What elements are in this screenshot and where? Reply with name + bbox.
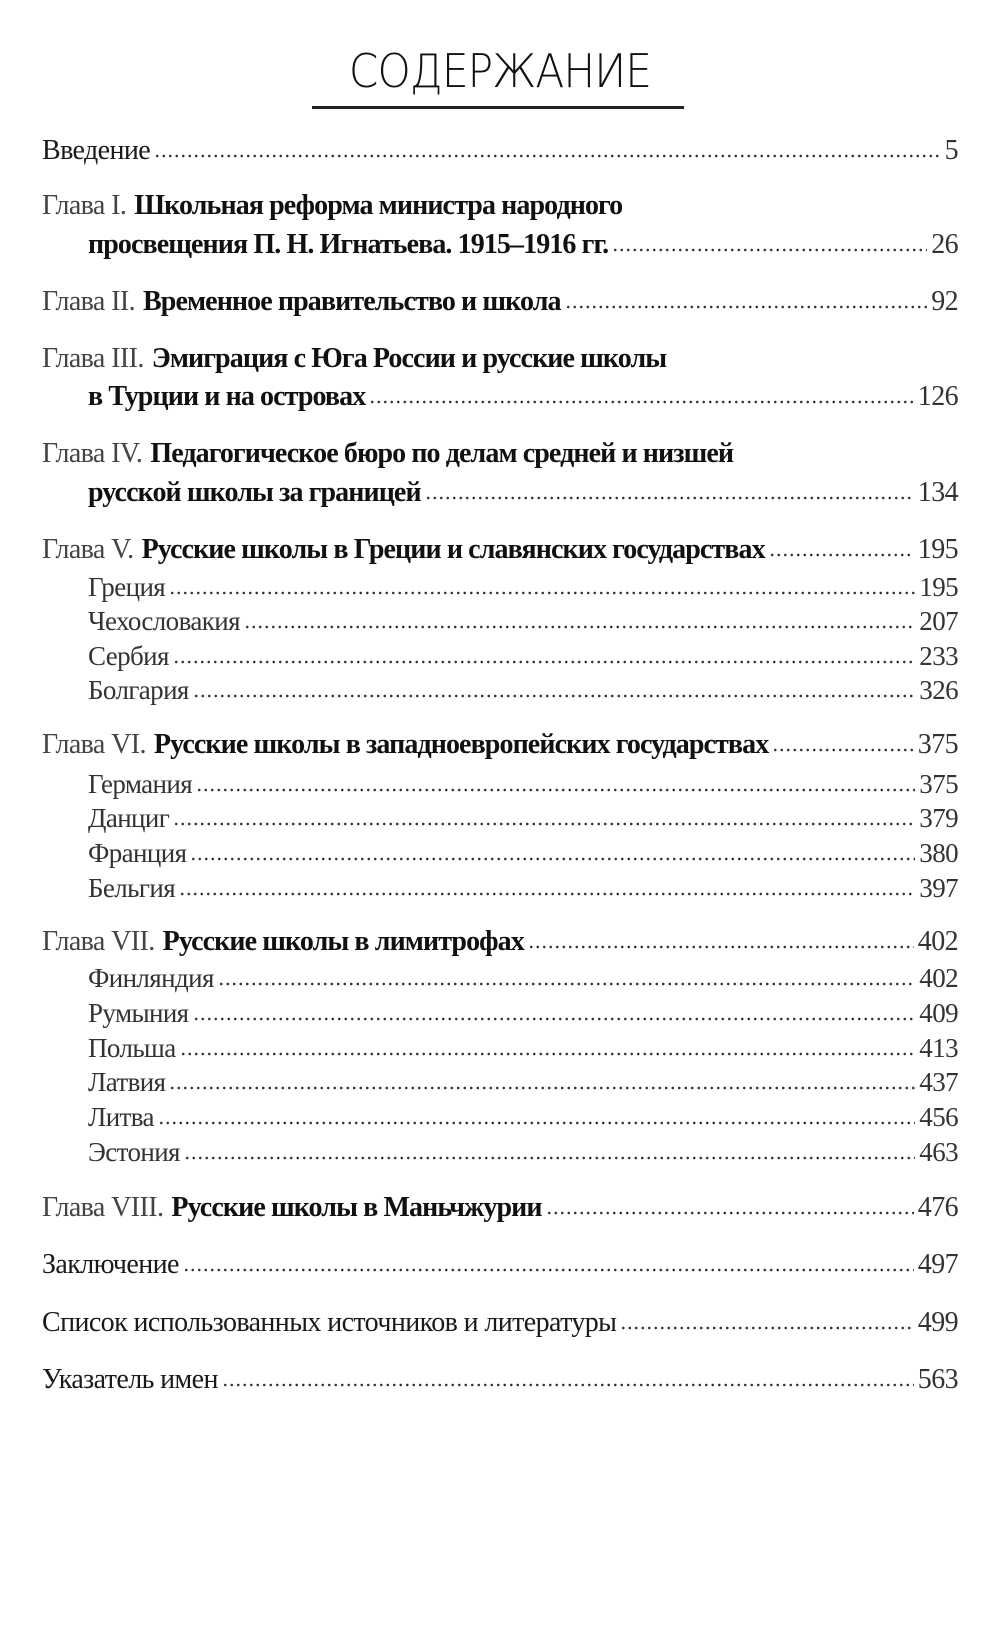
dot-leader [425, 495, 914, 501]
dot-leader [183, 1267, 914, 1273]
page-number: 402 [919, 963, 958, 993]
toc-entry [42, 1248, 958, 1282]
toc-subentry [88, 570, 958, 604]
toc-subentry [88, 1135, 958, 1169]
toc-entry [42, 285, 958, 319]
dot-leader [196, 787, 915, 793]
entry-title: Временное правительство и школа [143, 286, 561, 317]
entry-title: русской школы за границей [88, 477, 421, 508]
entry-title: Болгария [88, 675, 189, 705]
dot-leader [180, 1051, 916, 1057]
page-number: 437 [919, 1067, 958, 1097]
dot-leader [369, 399, 913, 405]
page-number: 375 [919, 769, 958, 799]
dot-leader [612, 247, 927, 253]
page-number: 134 [917, 477, 958, 508]
entry-title: Литва [88, 1102, 154, 1132]
page-number: 375 [917, 729, 958, 760]
toc-entry-continuation [88, 380, 958, 414]
toc-subentry [88, 604, 958, 638]
page-number: 463 [919, 1137, 958, 1167]
dot-leader [528, 944, 914, 950]
entry-title: Германия [88, 769, 193, 799]
toc-entry [42, 1191, 958, 1225]
page-title: СОДЕРЖАНИЕ [348, 44, 652, 98]
toc-entry [42, 1306, 958, 1340]
entry-title: Бельгия [88, 873, 176, 903]
toc-entry-continuation [88, 476, 958, 510]
dot-leader [546, 1210, 914, 1216]
entry-title: Чехословакия [88, 606, 240, 636]
dot-leader [173, 659, 915, 665]
page-number: 126 [917, 381, 958, 412]
entry-title: Данциг [88, 803, 170, 833]
page-number: 379 [919, 803, 958, 833]
dot-leader [190, 856, 915, 862]
toc-subentry [88, 1031, 958, 1065]
entry-title: Франция [88, 838, 187, 868]
chapter-number: Глава II. [42, 286, 136, 317]
toc-subentry [88, 996, 958, 1030]
chapter-number: Глава V. [42, 534, 134, 565]
toc-subentry [88, 801, 958, 835]
entry-title: Польша [88, 1033, 176, 1063]
toc-subentry [88, 673, 958, 707]
page-number: 476 [917, 1192, 958, 1223]
page-number: 26 [931, 229, 958, 260]
dot-leader [193, 1016, 916, 1022]
entry-title: Школьная реформа министра народного [134, 190, 623, 221]
page-number: 380 [919, 838, 958, 868]
title-underline [312, 106, 684, 109]
chapter-number: Глава III. [42, 343, 144, 374]
entry-title: Румыния [88, 998, 189, 1028]
toc-entry [42, 925, 958, 959]
entry-title: Заключение [42, 1249, 179, 1280]
chapter-number: Глава VII. [42, 926, 155, 957]
entry-title: Педагогическое бюро по делам средней и низшей [150, 438, 734, 469]
entry-title: Русские школы в Маньчжурии [171, 1192, 542, 1223]
toc-subentry [88, 836, 958, 870]
dot-leader [193, 693, 916, 699]
toc-subentry [88, 871, 958, 905]
dot-leader [169, 1085, 915, 1091]
toc-subentry [88, 1065, 958, 1099]
toc-entry [42, 1363, 958, 1397]
dot-leader [173, 821, 915, 827]
page-number: 207 [919, 606, 958, 636]
entry-title: Финляндия [88, 963, 214, 993]
page-number: 499 [917, 1307, 958, 1338]
page-number: 233 [919, 641, 958, 671]
dot-leader [222, 1382, 914, 1388]
dot-leader [772, 747, 913, 753]
chapter-number: Глава I. [42, 190, 127, 221]
entry-title: Эстония [88, 1137, 180, 1167]
dot-leader [244, 624, 915, 630]
toc-entry [42, 342, 958, 376]
chapter-number: Глава IV. [42, 438, 143, 469]
page-number: 195 [917, 534, 958, 565]
toc-entry [42, 437, 958, 471]
dot-leader [179, 891, 915, 897]
page-number: 563 [917, 1364, 958, 1395]
entry-title: Греция [88, 572, 166, 602]
chapter-number: Глава VIII. [42, 1192, 164, 1223]
entry-title: Список использованных источников и литературы [42, 1307, 617, 1338]
dot-leader [154, 153, 941, 159]
page-number: 397 [919, 873, 958, 903]
page-number: 5 [944, 135, 958, 166]
toc-entry [42, 189, 958, 223]
dot-leader [769, 552, 914, 558]
dot-leader [169, 590, 915, 596]
toc-entry [42, 533, 958, 567]
page-number: 195 [919, 572, 958, 602]
entry-title: Русские школы в Греции и славянских государствах [141, 534, 765, 565]
dot-leader [218, 981, 916, 987]
toc-subentry [88, 767, 958, 801]
page-number: 409 [919, 998, 958, 1028]
toc-entry [42, 134, 958, 168]
entry-title: просвещения П. Н. Игнатьева. 1915–1916 гг. [88, 229, 609, 260]
toc-entry-continuation [88, 228, 958, 262]
dot-leader [565, 304, 928, 310]
dot-leader [158, 1120, 915, 1126]
entry-title: в Турции и на островах [88, 381, 366, 412]
toc-subentry [88, 1100, 958, 1134]
toc-subentry [88, 961, 958, 995]
chapter-number: Глава VI. [42, 729, 146, 760]
entry-title: Эмиграция с Юга России и русские школы [151, 343, 667, 374]
entry-title: Сербия [88, 641, 169, 671]
entry-title: Указатель имен [42, 1364, 218, 1395]
page-number: 456 [919, 1102, 958, 1132]
page-number: 402 [917, 926, 958, 957]
page-number: 326 [919, 675, 958, 705]
dot-leader [184, 1155, 915, 1161]
entry-title: Русские школы в западноевропейских государствах [153, 729, 769, 760]
entry-title: Латвия [88, 1067, 166, 1097]
entry-title: Русские школы в лимитрофах [162, 926, 524, 957]
toc-subentry [88, 639, 958, 673]
entry-title: Введение [42, 135, 151, 166]
page-number: 92 [931, 286, 958, 317]
dot-leader [620, 1325, 913, 1331]
page-number: 497 [917, 1249, 958, 1280]
page-number: 413 [919, 1033, 958, 1063]
toc-entry [42, 728, 958, 762]
